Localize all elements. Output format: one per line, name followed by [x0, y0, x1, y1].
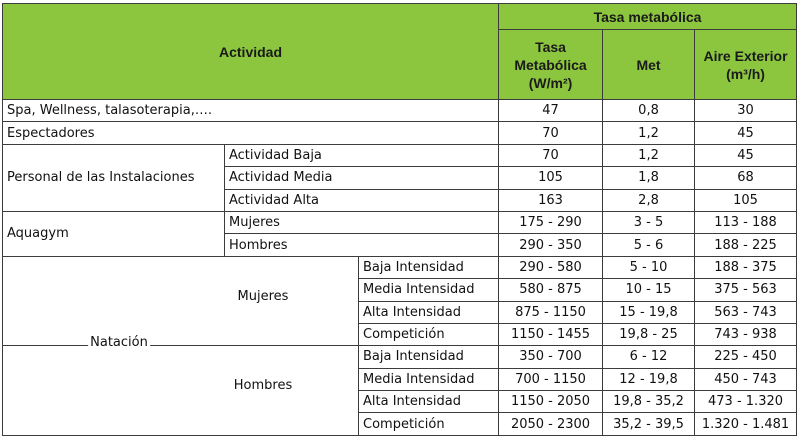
cell-aire: 450 - 743: [695, 368, 797, 390]
sub-label-media-intensidad: Media Intensidad: [359, 279, 499, 301]
cell-met: 5 - 6: [603, 234, 695, 256]
sub-label-actividad-alta: Actividad Alta: [225, 189, 499, 211]
cell-tasa: 580 - 875: [499, 279, 603, 301]
cell-aire: 45: [695, 144, 797, 166]
cell-aire: 225 - 450: [695, 346, 797, 368]
cell-aire: 68: [695, 167, 797, 189]
cell-aire: 188 - 375: [695, 256, 797, 278]
sub-label-baja-intensidad: Baja Intensidad: [359, 256, 499, 278]
cell-tasa: 1150 - 1455: [499, 323, 603, 345]
header-actividad: Actividad: [3, 4, 499, 100]
sub-label-baja-intensidad: Baja Intensidad: [359, 346, 499, 368]
cell-tasa: 2050 - 2300: [499, 413, 603, 435]
sub-label-actividad-media: Actividad Media: [225, 167, 499, 189]
natacion-label: Natación: [90, 334, 148, 350]
cell-tasa: 700 - 1150: [499, 368, 603, 390]
natacion-mujeres-block: [3, 257, 358, 346]
cell-met: 5 - 10: [603, 256, 695, 278]
header-met: Met: [603, 30, 695, 100]
cell-met: 3 - 5: [603, 211, 695, 233]
cell-aire: 743 - 938: [695, 323, 797, 345]
cell-tasa: 70: [499, 122, 603, 144]
cell-tasa: 290 - 580: [499, 256, 603, 278]
sub-label-media-intensidad: Media Intensidad: [359, 368, 499, 390]
cell-met: 10 - 15: [603, 279, 695, 301]
cell-aire: 105: [695, 189, 797, 211]
header-tasa-metabolica-w-m2: Tasa Metabólica (W/m²): [499, 30, 603, 100]
cell-met: 0,8: [603, 100, 695, 122]
sub-label-mujeres: Mujeres: [225, 211, 499, 233]
cell-tasa: 875 - 1150: [499, 301, 603, 323]
row-label-personal: Personal de las Instalaciones: [3, 144, 225, 211]
natacion-hombres-block: [3, 346, 358, 435]
cell-met: 19,8 - 35,2: [603, 391, 695, 413]
table-row: [3, 100, 797, 122]
cell-aire: 375 - 563: [695, 279, 797, 301]
cell-aire: 473 - 1.320: [695, 391, 797, 413]
sub-label-hombres: Hombres: [225, 234, 499, 256]
cell-met: 2,8: [603, 189, 695, 211]
row-label-aquagym: Aquagym: [3, 211, 225, 256]
header-aire-exterior: Aire Exterior (m³/h): [695, 30, 797, 100]
cell-aire: 30: [695, 100, 797, 122]
cell-aire: 1.320 - 1.481: [695, 413, 797, 435]
sub-label-competicion: Competición: [359, 323, 499, 345]
cell-tasa: 290 - 350: [499, 234, 603, 256]
header-tasa-metabolica-group: Tasa metabólica: [499, 4, 797, 30]
row-label-spa: Spa, Wellness, talasoterapia,….: [3, 100, 499, 122]
cell-met: 35,2 - 39,5: [603, 413, 695, 435]
cell-met: 6 - 12: [603, 346, 695, 368]
natacion-mujeres-label: Mujeres: [237, 288, 289, 304]
natacion-hombres-label: Hombres: [233, 377, 293, 393]
table-row: [3, 122, 797, 144]
cell-met: 1,2: [603, 144, 695, 166]
sub-label-actividad-baja: Actividad Baja: [225, 144, 499, 166]
table-row: [3, 256, 797, 278]
cell-met: 12 - 19,8: [603, 368, 695, 390]
sub-label-alta-intensidad: Alta Intensidad: [359, 301, 499, 323]
cell-aire: 188 - 225: [695, 234, 797, 256]
cell-tasa: 175 - 290: [499, 211, 603, 233]
row-label-espectadores: Espectadores: [3, 122, 499, 144]
cell-tasa: 70: [499, 144, 603, 166]
table-row: [3, 211, 797, 233]
cell-aire: 113 - 188: [695, 211, 797, 233]
cell-tasa: 350 - 700: [499, 346, 603, 368]
sub-label-competicion: Competición: [359, 413, 499, 435]
table-row: [3, 144, 797, 166]
cell-met: 15 - 19,8: [603, 301, 695, 323]
natacion-group-cell: [3, 256, 359, 435]
cell-aire: 45: [695, 122, 797, 144]
cell-met: 19,8 - 25: [603, 323, 695, 345]
cell-tasa: 163: [499, 189, 603, 211]
metabolic-rate-table: [2, 3, 797, 436]
sub-label-alta-intensidad: Alta Intensidad: [359, 391, 499, 413]
cell-met: 1,8: [603, 167, 695, 189]
cell-met: 1,2: [603, 122, 695, 144]
cell-tasa: 1150 - 2050: [499, 391, 603, 413]
cell-tasa: 105: [499, 167, 603, 189]
cell-aire: 563 - 743: [695, 301, 797, 323]
cell-tasa: 47: [499, 100, 603, 122]
